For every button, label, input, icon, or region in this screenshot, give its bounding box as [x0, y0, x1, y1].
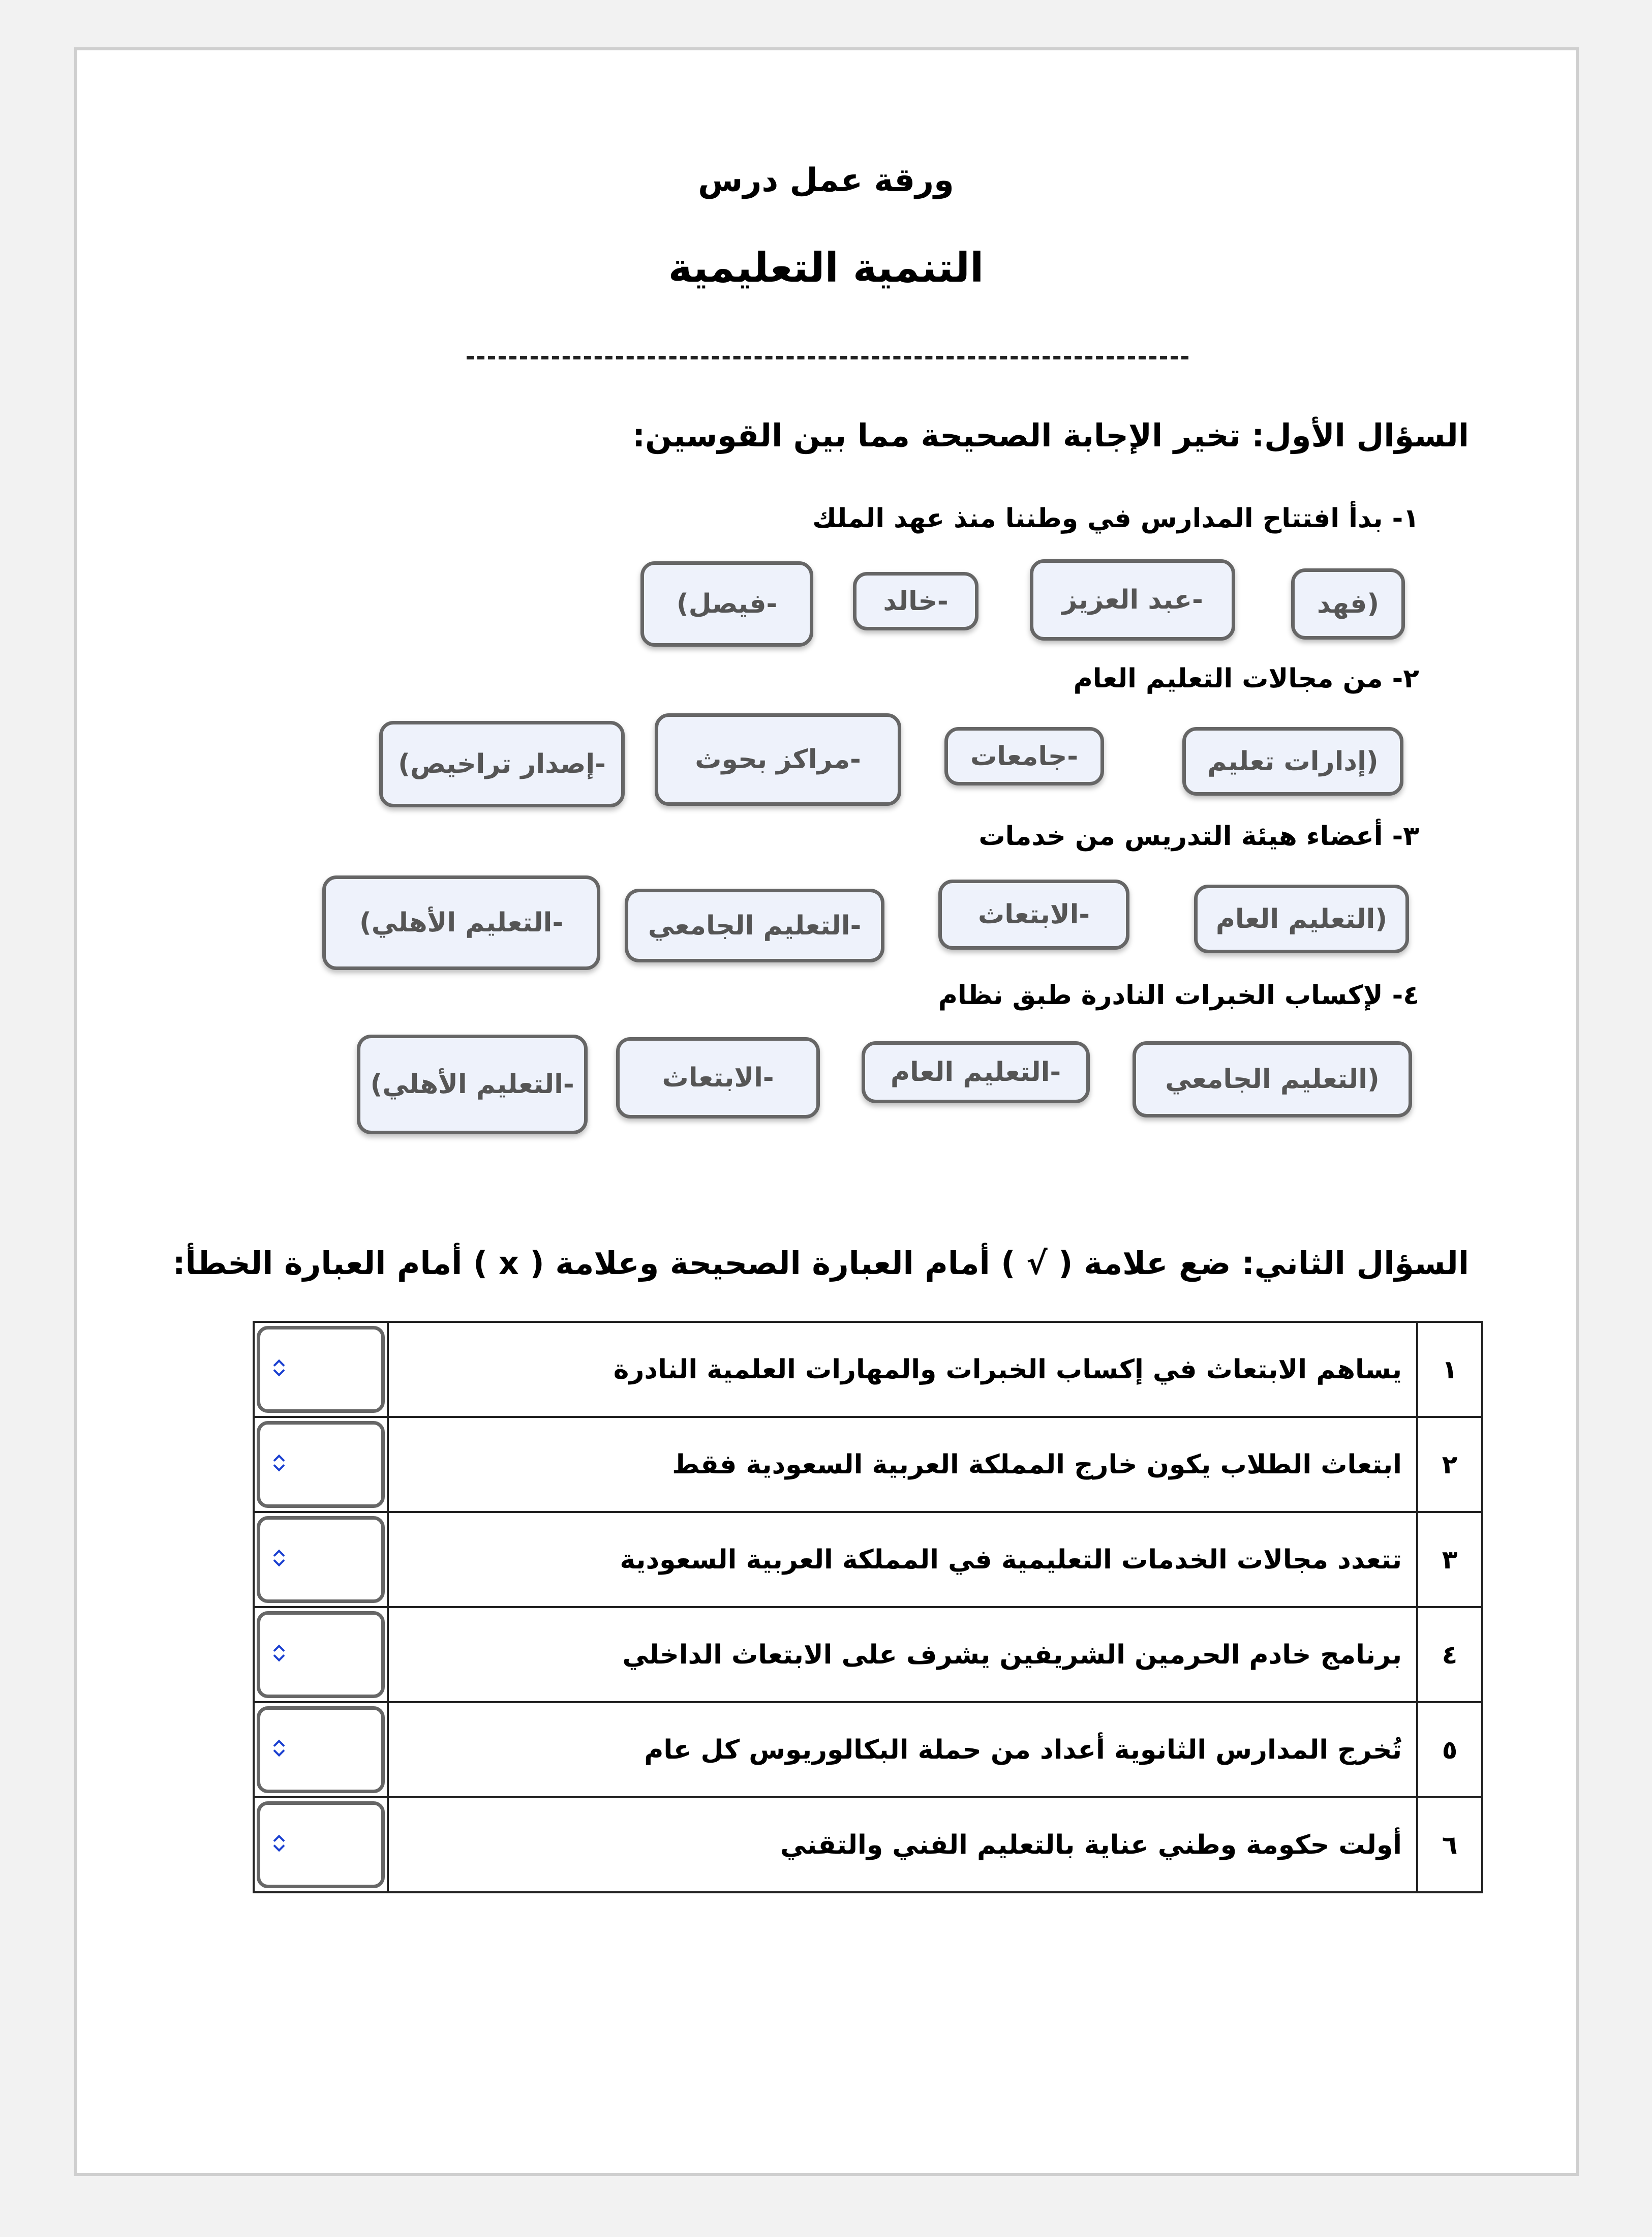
option-button[interactable]: -الابتعاث	[616, 1037, 820, 1118]
worksheet-title: التنمية التعليمية	[668, 244, 984, 291]
option-button[interactable]: (التعليم الجامعي	[1133, 1041, 1412, 1117]
question-1-heading: السؤال الأول: تخير الإجابة الصحيحة مما بين القوسين:	[632, 417, 1469, 454]
option-button[interactable]: -جامعات	[944, 727, 1104, 785]
answer-cell	[254, 1417, 388, 1512]
statement-text: ابتعاث الطلاب يكون خارج المملكة العربية السعودية فقط	[388, 1417, 1417, 1512]
worksheet-subtitle: ورقة عمل درس	[698, 162, 954, 199]
option-button[interactable]: (إدارات تعليم	[1182, 727, 1403, 796]
question-2-heading: السؤال الثاني: ضع علامة ( √ ) أمام العبارة الصحيحة وعلامة ( x ) أمام العبارة الخطأ:	[172, 1245, 1469, 1282]
chevron-up-down-icon	[271, 1356, 287, 1382]
row-number: ٤	[1417, 1607, 1482, 1702]
option-button[interactable]: (فهد	[1291, 568, 1405, 640]
answer-select[interactable]	[257, 1516, 385, 1603]
option-button[interactable]: -الابتعاث	[938, 880, 1129, 950]
answer-select[interactable]	[257, 1611, 385, 1698]
table-row	[254, 1417, 1482, 1512]
statement-text: يساهم الابتعاث في إكساب الخبرات والمهارات العلمية النادرة	[388, 1322, 1417, 1417]
chevron-up-down-icon	[271, 1642, 287, 1668]
option-button[interactable]: -التعليم الجامعي	[625, 889, 884, 962]
table-row	[254, 1702, 1482, 1797]
option-button[interactable]: -مراكز بحوث	[655, 713, 901, 806]
table-row	[254, 1322, 1482, 1417]
option-button[interactable]: -التعليم الأهلي)	[357, 1035, 588, 1134]
option-button[interactable]: -عبد العزيز	[1030, 559, 1235, 641]
option-button[interactable]: -التعليم الأهلي)	[322, 875, 600, 970]
option-button[interactable]: -خالد	[853, 572, 978, 630]
answer-select[interactable]	[257, 1706, 385, 1793]
answer-cell	[254, 1797, 388, 1892]
question-1-item-3: ٣- أعضاء هيئة التدريس من خدمات	[978, 821, 1419, 852]
true-false-table	[253, 1321, 1483, 1893]
answer-select[interactable]	[257, 1421, 385, 1508]
chevron-up-down-icon	[271, 1737, 287, 1763]
row-number: ٢	[1417, 1417, 1482, 1512]
answer-select[interactable]	[257, 1801, 385, 1888]
option-button[interactable]: -فيصل)	[640, 561, 813, 647]
statement-text: تتعدد مجالات الخدمات التعليمية في المملكة العربية السعودية	[388, 1512, 1417, 1607]
answer-cell	[254, 1607, 388, 1702]
question-1-item-4: ٤- لإكساب الخبرات النادرة طبق نظام	[938, 980, 1419, 1011]
answer-select[interactable]	[257, 1326, 385, 1413]
statement-text: تُخرج المدارس الثانوية أعداد من حملة البكالوريوس كل عام	[388, 1702, 1417, 1797]
table-row	[254, 1512, 1482, 1607]
question-1-item-2: ٢- من مجالات التعليم العام	[1073, 663, 1419, 694]
option-button[interactable]: (التعليم العام	[1194, 885, 1409, 953]
option-button[interactable]: -إصدار تراخيص)	[379, 721, 625, 807]
table-row	[254, 1607, 1482, 1702]
row-number: ١	[1417, 1322, 1482, 1417]
table-row	[254, 1797, 1482, 1892]
answer-cell	[254, 1322, 388, 1417]
statement-text: أولت حكومة وطني عناية بالتعليم الفني والتقني	[388, 1797, 1417, 1892]
answer-cell	[254, 1512, 388, 1607]
question-1-item-1: ١- بدأ افتتاح المدارس في وطننا منذ عهد الملك	[812, 503, 1419, 534]
row-number: ٥	[1417, 1702, 1482, 1797]
chevron-up-down-icon	[271, 1547, 287, 1573]
row-number: ٦	[1417, 1797, 1482, 1892]
answer-cell	[254, 1702, 388, 1797]
option-button[interactable]: -التعليم العام	[862, 1041, 1090, 1103]
statement-text: برنامج خادم الحرمين الشريفين يشرف على الابتعاث الداخلي	[388, 1607, 1417, 1702]
row-number: ٣	[1417, 1512, 1482, 1607]
divider	[467, 356, 1188, 359]
chevron-up-down-icon	[271, 1452, 287, 1477]
chevron-up-down-icon	[271, 1832, 287, 1858]
